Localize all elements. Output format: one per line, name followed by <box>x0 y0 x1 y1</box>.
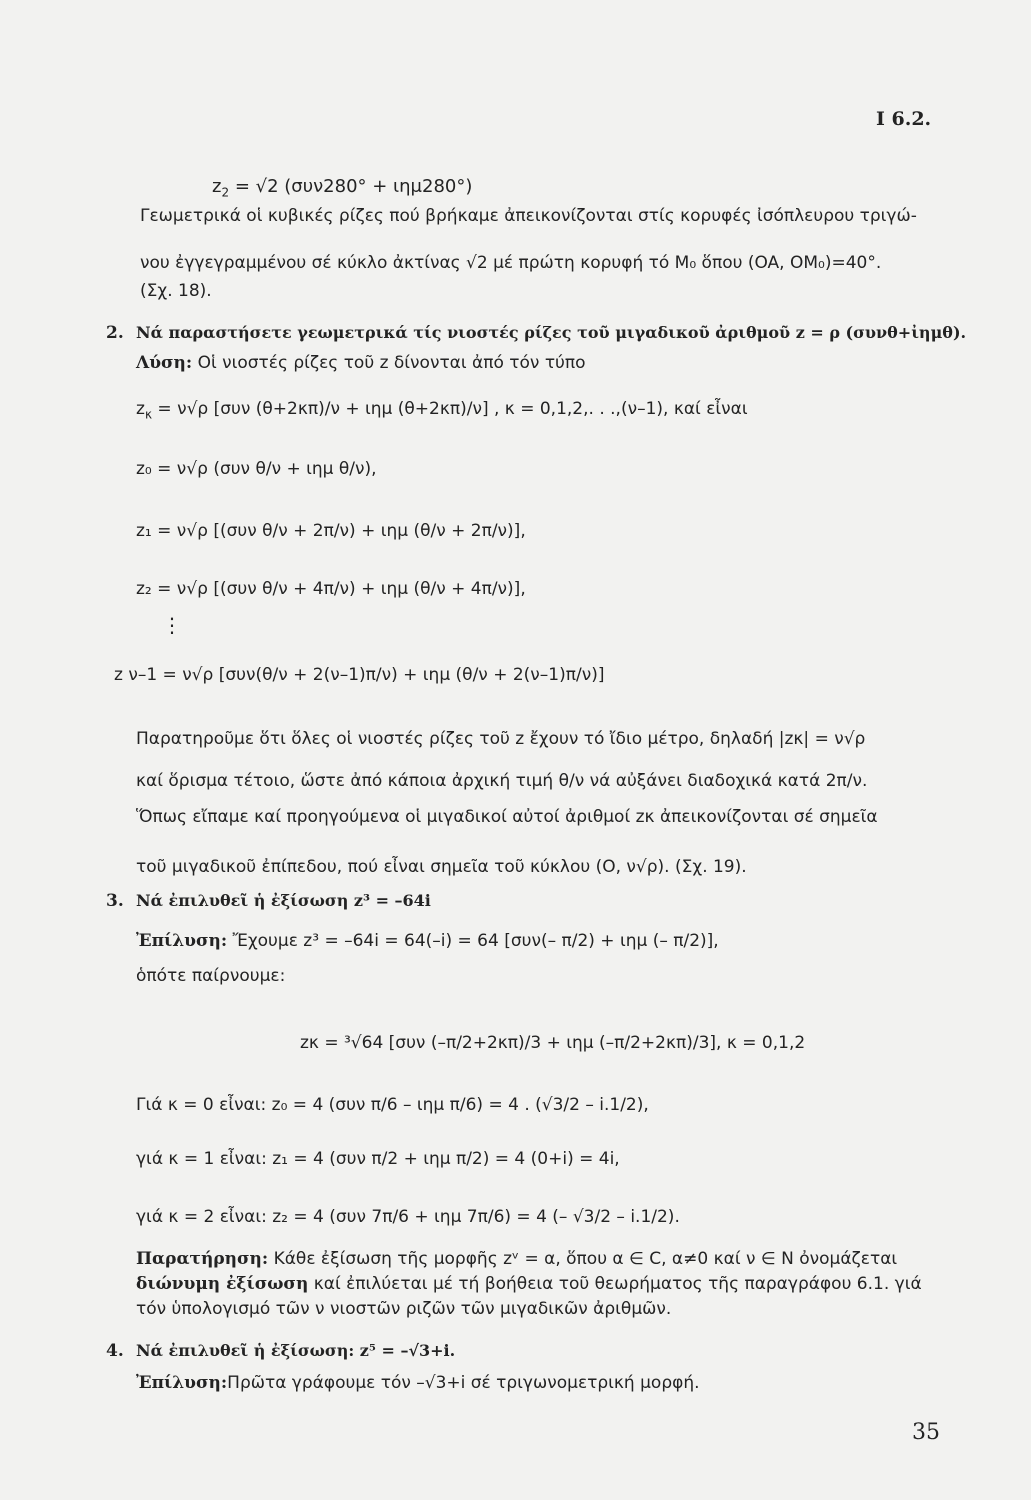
formula-general: $z_\kappa = \nu√\rho$ [συν (θ+2κπ)/ν + ιημ (θ+2κπ)/ν] , κ = 0,1,2,. . .,(ν–1), καί εἶναι <box>136 399 748 422</box>
problem-2-number: 2. <box>106 323 124 343</box>
z2-equation: $z_2 = √2$ (συν280° + ιημ280°) <box>212 176 473 200</box>
problem-2-solution <box>136 352 586 374</box>
remark-line-1 <box>136 1248 897 1270</box>
formula-z0: z₀ = ν√ρ (συν θ/ν + ιημ θ/ν), <box>136 459 377 479</box>
solution-text: Ἔχουμε z³ = –64i = 64(–i) = 64 [συν(– π/2) + ιημ (– π/2)], <box>232 931 719 951</box>
formula-z2: z₂ = ν√ρ [(συν θ/ν + 4π/ν) + ιημ (θ/ν + 4π/ν)], <box>136 579 526 599</box>
geo-line-1: Γεωμετρικά οἱ κυβικές ρίζες πού βρήκαμε ἀπεικονίζονται στίς κορυφές ἰσόπλευρου τριγώ- <box>140 206 917 226</box>
solution-text: Πρῶτα γράφουμε τόν –√3+i σέ τριγωνομετρική μορφή. <box>227 1373 700 1393</box>
solution-label: Ἐπίλυση: <box>136 931 228 951</box>
formula-zk-cube: zκ = ³√64 [συν (–π/2+2κπ)/3 + ιημ (–π/2+2κπ)/3], κ = 0,1,2 <box>300 1033 806 1053</box>
case-k1: γιά κ = 1 εἶναι: z₁ = 4 (συν π/2 + ιημ π/2) = 4 (0+i) = 4i, <box>136 1149 620 1169</box>
geo-line-3: (Σχ. 18). <box>140 281 212 301</box>
page-number: 35 <box>912 1420 940 1445</box>
formula-z1: z₁ = ν√ρ [(συν θ/ν + 2π/ν) + ιημ (θ/ν + 2π/ν)], <box>136 521 526 541</box>
remark-line-3: τόν ὑπολογισμό τῶν ν νιοστῶν ριζῶν τῶν μιγαδικῶν ἀριθμῶν. <box>136 1299 672 1319</box>
solution-label: Λύση: <box>136 353 193 373</box>
problem-4-number: 4. <box>106 1341 124 1361</box>
remark-bold-term: διώνυμη ἐξίσωση <box>136 1274 309 1294</box>
remark-text: Κάθε ἐξίσωση τῆς μορφῆς zᵛ = α, ὅπου α ∈ C, α≠0 καί ν ∈ N ὀνομάζεται <box>273 1249 898 1269</box>
then-text: ὁπότε παίρνουμε: <box>136 966 286 986</box>
case-k0: Γιά κ = 0 εἶναι: z₀ = 4 (συν π/6 – ιημ π/6) = 4 . (√3/2 – i.1/2), <box>136 1095 649 1115</box>
problem-3-solution <box>136 930 719 952</box>
remark-text-2: καί ἐπιλύεται μέ τή βοήθεια τοῦ θεωρήματος τῆς παραγράφου 6.1. γιά <box>313 1274 922 1294</box>
problem-2-statement: Νά παραστήσετε γεωμετρικά τίς νιοστές ρίζες τοῦ μιγαδικοῦ ἀριθμοῦ z = ρ (συνθ+ἰημθ). <box>136 323 967 342</box>
section-label: Ι 6.2. <box>876 108 932 130</box>
observation-line-1: Παρατηροῦμε ὅτι ὅλες οἱ νιοστές ρίζες τοῦ z ἔχουν τό ἴδιο μέτρο, δηλαδή |zκ| = ν√ρ <box>136 729 866 749</box>
geo-line-2: νου ἐγγεγραμμένου σέ κύκλο ἀκτίνας √2 μέ πρώτη κορυφή τό M₀ ὅπου (OA, OM₀)=40°. <box>140 253 882 273</box>
observation-line-3: Ὅπως εἴπαμε καί προηγούμενα οἱ μιγαδικοί αὐτοί ἀριθμοί zκ ἀπεικονίζονται σέ σημεῖα <box>136 807 878 827</box>
problem-3-number: 3. <box>106 891 124 911</box>
formula-z-nu-minus-1: z ν–1 = ν√ρ [συν(θ/ν + 2(ν–1)π/ν) + ιημ (θ/ν + 2(ν–1)π/ν)] <box>114 665 605 685</box>
z2-rhs: = √2 (συν280° + ιημ280°) <box>234 176 473 197</box>
problem-4-statement: Νά ἐπιλυθεῖ ἡ ἐξίσωση: z⁵ = –√3+i. <box>136 1341 456 1360</box>
remark-label: Παρατήρηση: <box>136 1249 269 1269</box>
formula-general-body: = ν√ρ [συν (θ+2κπ)/ν + ιημ (θ+2κπ)/ν] <box>157 399 489 419</box>
remark-line-2 <box>136 1273 922 1295</box>
solution-label: Ἐπίλυση: <box>136 1373 228 1393</box>
formula-general-tail: , κ = 0,1,2,. . .,(ν–1), καί εἶναι <box>493 399 748 419</box>
vertical-dots: ⋮ <box>162 613 182 637</box>
case-k2: γιά κ = 2 εἶναι: z₂ = 4 (συν 7π/6 + ιημ 7π/6) = 4 (– √3/2 – i.1/2). <box>136 1207 680 1227</box>
problem-4-solution <box>136 1372 700 1394</box>
problem-3-statement: Νά ἐπιλυθεῖ ἡ ἐξίσωση z³ = –64i <box>136 891 431 910</box>
solution-text: Οἱ νιοστές ρίζες τοῦ z δίνονται ἀπό τόν τύπο <box>197 353 586 373</box>
observation-line-2: καί ὅρισμα τέτοιο, ὥστε ἀπό κάποια ἀρχική τιμή θ/ν νά αὐξάνει διαδοχικά κατά 2π/ν. <box>136 771 868 791</box>
observation-line-4: τοῦ μιγαδικοῦ ἐπίπεδου, πού εἶναι σημεῖα τοῦ κύκλου (O, ν√ρ). (Σχ. 19). <box>136 857 747 877</box>
